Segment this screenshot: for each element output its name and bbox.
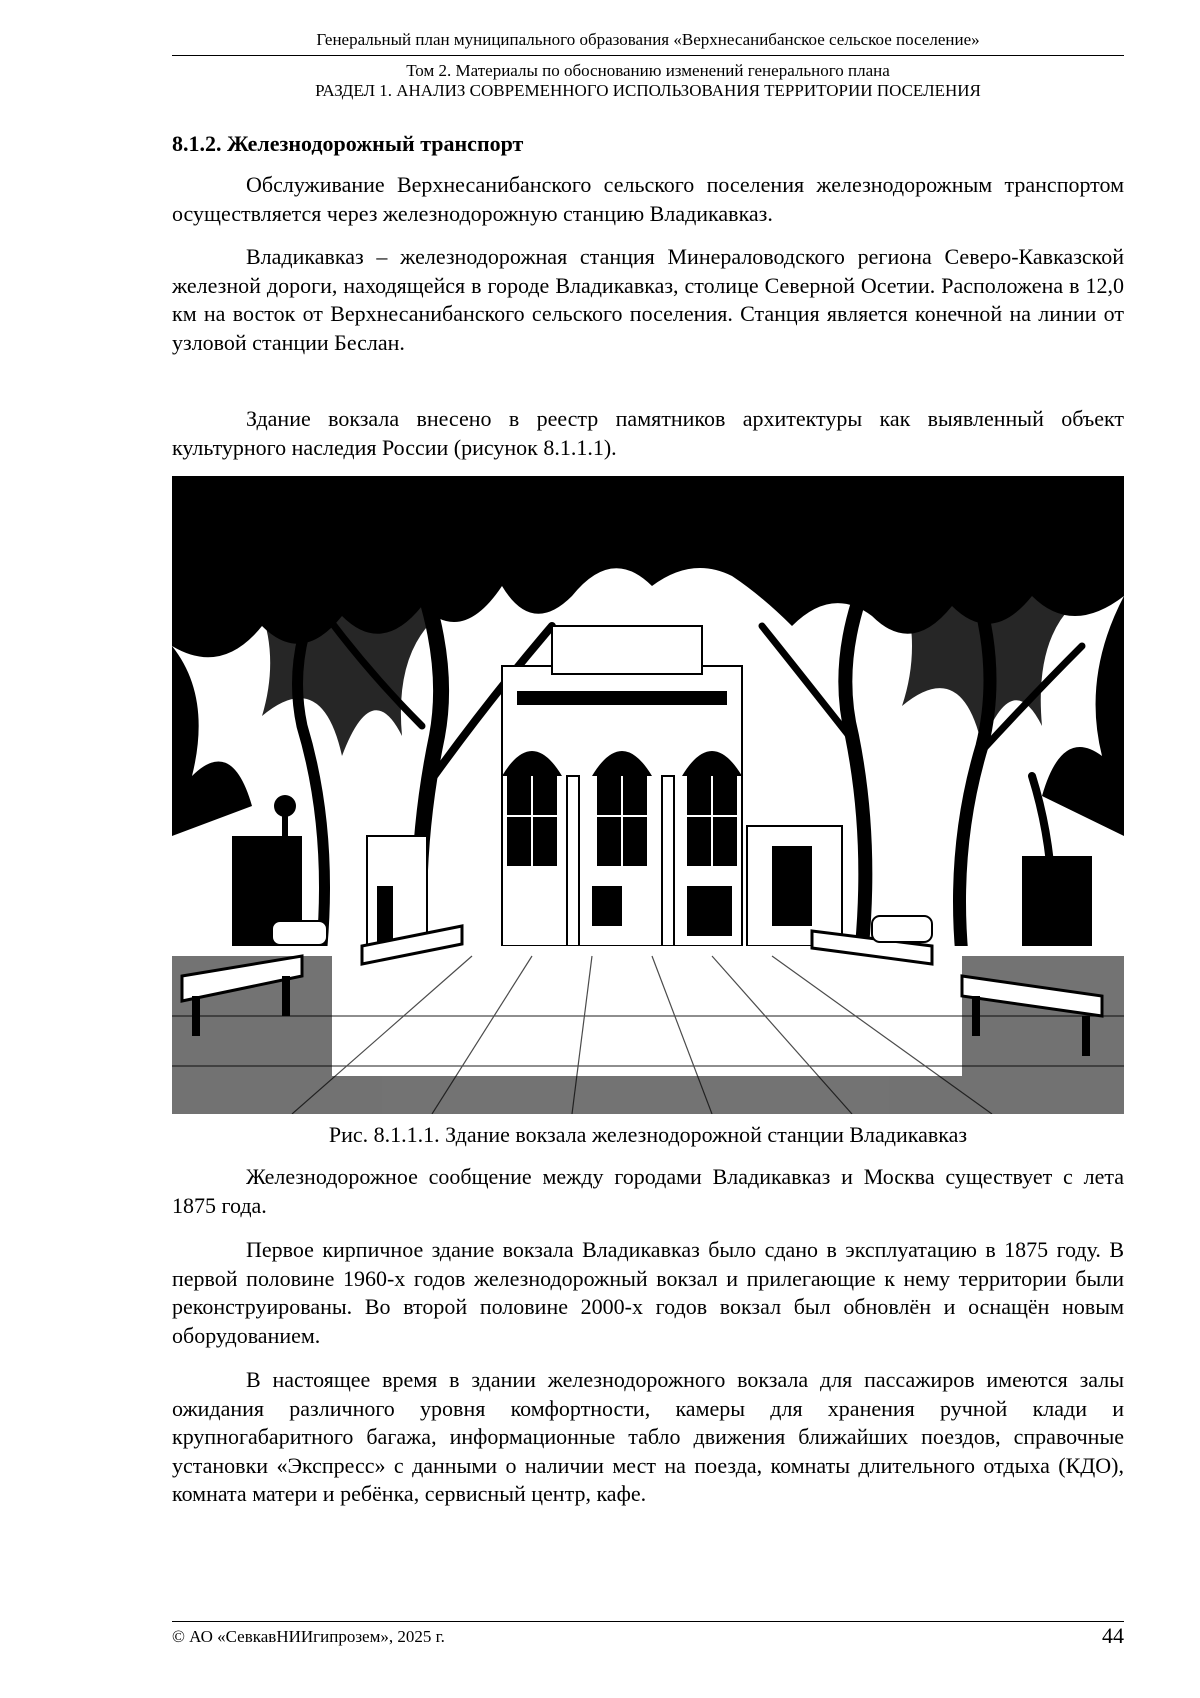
paragraph-connection: Железнодорожное сообщение между городами Владикавказ и Москва существует с лета 1875 года. <box>172 1164 1124 1218</box>
paragraph-services: В настоящее время в здании железнодорожного вокзала для пассажиров имеются залы ожидания различного уровня комфортности, камеры для хранения ручной клади и крупногабаритного багажа, информационные табло движения ближайших поездов, справочные установки «Экспресс» с данными о наличии мест на поезда, комнаты длительного отдыха (КДО), комната матери и ребёнка, сервисный центр, кафе. <box>172 1367 1124 1506</box>
section-heading: 8.1.2. Железнодорожный транспорт <box>172 131 524 156</box>
running-header-section: РАЗДЕЛ 1. АНАЛИЗ СОВРЕМЕННОГО ИСПОЛЬЗОВАНИЯ ТЕРРИТОРИИ ПОСЕЛЕНИЯ <box>315 81 981 100</box>
footer-copyright: © АО «СевкавНИИгипрозем», 2025 г. <box>172 1627 445 1646</box>
footer-divider <box>172 1621 1124 1622</box>
paragraph-service: Обслуживание Верхнесанибанского сельского поселения железнодорожным транспортом осуществляется через железнодорожную станцию Владикавказ. <box>172 172 1124 226</box>
paragraph-station: Владикавказ – железнодорожная станция Минераловодского региона Северо-Кавказской железной дороги, находящейся в городе Владикавказ, столице Северной Осетии. Расположена в 12,0 км на восток от Верхнесанибанского сельского поселения. Станция является конечной на линии от узловой станции Беслан. <box>172 244 1124 355</box>
page-number: 44 <box>1102 1623 1124 1648</box>
paragraph-heritage: Здание вокзала внесено в реестр памятников архитектуры как выявленный объект культурного наследия России (рисунок 8.1.1.1). <box>172 406 1124 460</box>
paragraph-history: Первое кирпичное здание вокзала Владикавказ было сдано в эксплуатацию в 1875 году. В первой половине 1960-х годов железнодорожный вокзал и прилегающие к нему территории были реконструированы. Во второй половине 2000-х годов вокзал был обновлён и оснащён новым оборудованием. <box>172 1237 1124 1348</box>
figure-caption: Рис. 8.1.1.1. Здание вокзала железнодорожной станции Владикавказ <box>328 1122 968 1147</box>
running-header-volume: Том 2. Материалы по обоснованию изменений генерального плана <box>406 61 890 80</box>
station-photo <box>172 476 1124 1114</box>
header-divider <box>172 55 1124 56</box>
running-header-title: Генеральный план муниципального образования «Верхнесанибанское сельское поселение» <box>316 30 980 49</box>
